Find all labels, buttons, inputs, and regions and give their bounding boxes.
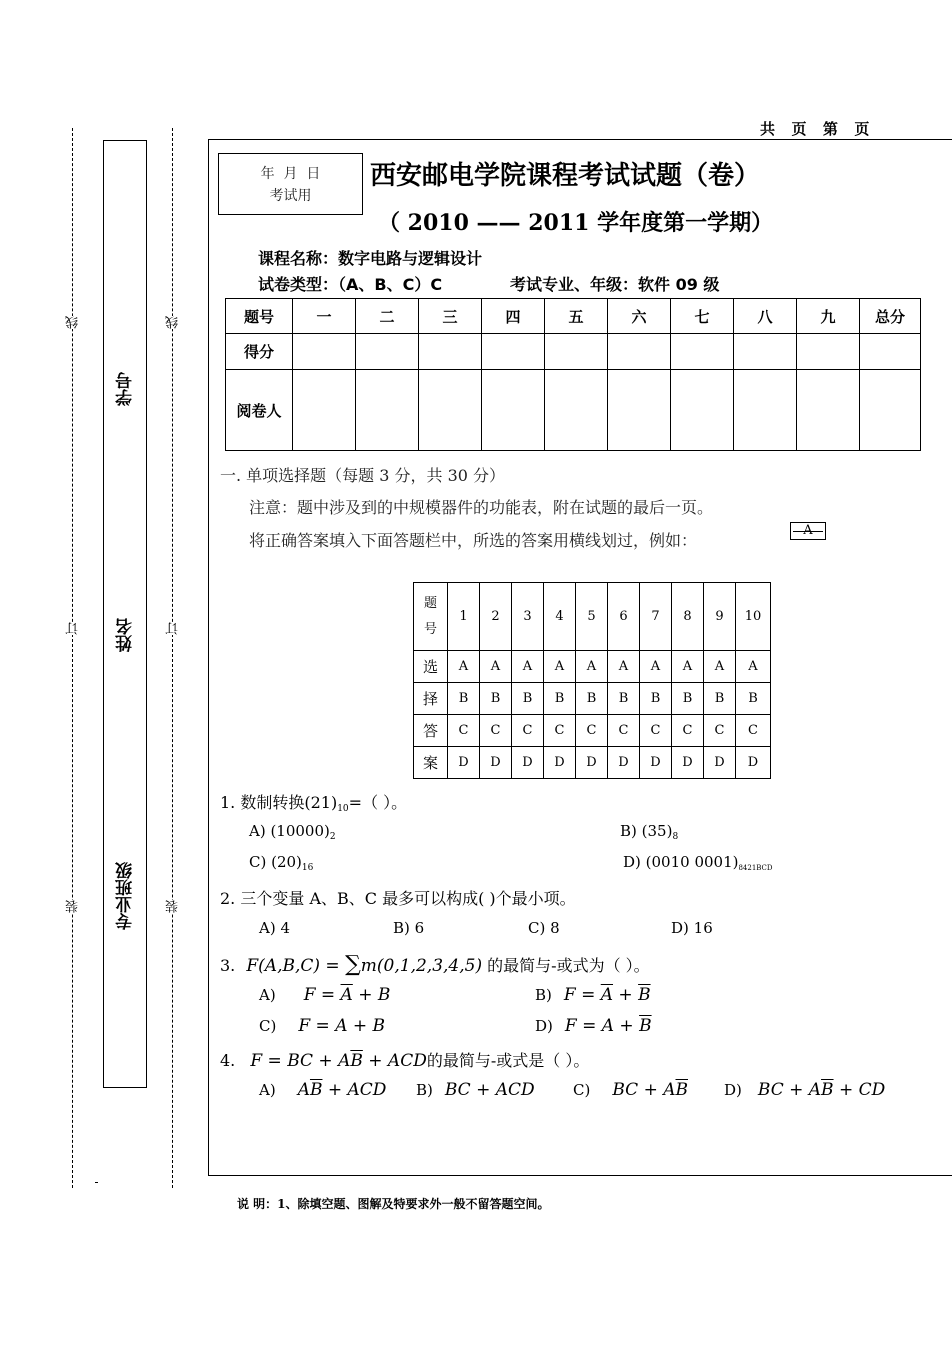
score-table	[225, 298, 921, 451]
example-struck-answer	[790, 522, 826, 540]
score-row-header: 阅卷人	[226, 370, 293, 451]
score-column-header: 五	[545, 299, 608, 334]
q1-stem-subscript: 10	[337, 804, 349, 814]
q3-option-c-formula: F = A + B	[298, 1016, 386, 1036]
question-1-stem	[220, 790, 407, 814]
answer-table	[413, 582, 771, 779]
q4-option-b-label: B)	[416, 1081, 433, 1099]
q4-number: 4.	[220, 1051, 236, 1070]
answer-row-d	[414, 747, 771, 779]
q3-tail: 的最简与-或式为（ ）。	[482, 956, 650, 975]
q1-option-b-text: B) (35)	[620, 822, 673, 840]
score-cell[interactable]	[797, 334, 860, 370]
answer-choice[interactable]: D	[576, 747, 608, 779]
score-cell[interactable]	[482, 334, 545, 370]
answer-choice[interactable]: B	[704, 683, 736, 715]
question-number: 8	[672, 583, 704, 651]
q3-option-a-formula: $F = \overline{A} + B$	[303, 985, 391, 1005]
q4-option-c-label: C)	[573, 1081, 591, 1099]
answer-choice[interactable]: A	[704, 651, 736, 683]
score-column-header: 六	[608, 299, 671, 334]
score-column-header: 总分	[860, 299, 921, 334]
answer-header-char: 题	[423, 595, 437, 611]
answer-choice[interactable]: D	[512, 747, 544, 779]
answer-choice[interactable]: C	[448, 715, 480, 747]
binding-line-outer	[72, 128, 73, 1188]
answer-choice[interactable]: D	[544, 747, 576, 779]
q4-tail: 的最简与-或式是（ ）。	[426, 1051, 590, 1070]
date-box	[218, 153, 363, 215]
score-cell[interactable]	[608, 334, 671, 370]
page-info: 共 页 第 页	[760, 120, 872, 138]
grader-cell[interactable]	[545, 370, 608, 451]
margin-tick	[95, 1182, 98, 1183]
course-name: 课程名称：数字电路与逻辑设计	[258, 249, 483, 268]
q1-option-a-text: A) (10000)	[249, 822, 330, 840]
q2-option-b: B) 6	[393, 919, 425, 937]
question-number: 2	[480, 583, 512, 651]
answer-choice[interactable]: C	[576, 715, 608, 747]
answer-row-a	[414, 651, 771, 683]
q3-number: 3.	[220, 956, 236, 975]
answer-choice[interactable]: D	[480, 747, 512, 779]
date-line: 年 月 日	[260, 166, 321, 182]
q3-option-c-label: C)	[259, 1017, 277, 1035]
question-number: 6	[608, 583, 640, 651]
section-instruction: 将正确答案填入下面答题栏中，所选的答案用横线划过，例如：	[249, 531, 698, 550]
q4-option-c-formula: BC + $A\overline{B}$	[612, 1080, 688, 1100]
student-info-box	[103, 140, 147, 1088]
question-number: 4	[544, 583, 576, 651]
q1-option-b	[620, 822, 678, 842]
grader-cell[interactable]	[734, 370, 797, 451]
q1-option-c	[249, 853, 313, 873]
exam-term: （ 2010 —— 2011 学年度第一学期）	[378, 210, 774, 236]
answer-choice[interactable]: A	[736, 651, 771, 683]
score-column-header: 九	[797, 299, 860, 334]
q3-lhs: F(A,B,C) =	[246, 956, 346, 976]
score-cell[interactable]	[356, 334, 419, 370]
answer-choice[interactable]: C	[512, 715, 544, 747]
question-number: 9	[704, 583, 736, 651]
section-heading: 一. 单项选择题（每题 3 分，共 30 分）	[220, 466, 506, 485]
q1-option-c-subscript: 16	[301, 863, 314, 873]
grader-cell[interactable]	[419, 370, 482, 451]
q3-option-a	[259, 985, 390, 1005]
score-cell[interactable]	[545, 334, 608, 370]
q4-option-d-formula: BC + $A\overline{B}$ + CD	[757, 1080, 886, 1100]
answer-choice[interactable]: B	[544, 683, 576, 715]
answer-choice[interactable]: D	[608, 747, 640, 779]
q1-stem-tail: =（ ）。	[348, 793, 408, 812]
answer-choice[interactable]: C	[736, 715, 771, 747]
q1-option-c-text: C) (20)	[249, 853, 302, 871]
answer-choice[interactable]: D	[736, 747, 771, 779]
question-number: 3	[512, 583, 544, 651]
footer-note: 说 明：1、除填空题、图解及特要求外一般不留答题空间。	[237, 1197, 550, 1211]
q4-option-d	[724, 1080, 885, 1100]
exam-major: 考试专业、年级：软件 09 级	[510, 275, 720, 294]
score-cell[interactable]	[860, 334, 921, 370]
score-row-header: 题号	[226, 299, 293, 334]
grader-cell[interactable]	[293, 370, 356, 451]
exam-title: 西安邮电学院课程考试试题（卷）	[370, 161, 761, 191]
grader-cell[interactable]	[860, 370, 921, 451]
answer-header-label	[414, 583, 448, 651]
q1-option-d-subscript: 8421BCD	[738, 864, 773, 872]
answer-choice[interactable]: D	[448, 747, 480, 779]
question-number: 10	[736, 583, 771, 651]
answer-choice[interactable]: C	[480, 715, 512, 747]
question-number: 5	[576, 583, 608, 651]
section-note: 注意：题中涉及到的中规模器件的功能表，附在试题的最后一页。	[249, 498, 714, 517]
question-3-stem	[220, 952, 650, 977]
q4-option-b	[416, 1080, 535, 1100]
answer-row-b	[414, 683, 771, 715]
margin-mark-ding: 订	[166, 622, 181, 635]
answer-choice[interactable]: A	[512, 651, 544, 683]
answer-side-label: 案	[414, 747, 448, 779]
q3-option-b-formula: $F = \overline{A} + \overline{B}$	[563, 985, 651, 1005]
q2-option-a: A) 4	[259, 919, 290, 937]
strike-line	[793, 531, 823, 532]
score-cell[interactable]	[293, 334, 356, 370]
answer-choice[interactable]: B	[640, 683, 672, 715]
answer-side-label: 择	[414, 683, 448, 715]
question-number: 7	[640, 583, 672, 651]
question-4-stem	[220, 1048, 589, 1071]
answer-header-char: 号	[423, 621, 437, 637]
grader-cell[interactable]	[356, 370, 419, 451]
student-id-label: 学号	[116, 372, 136, 406]
q1-option-d-text: D) (0010 0001)	[623, 853, 739, 871]
grader-cell[interactable]	[671, 370, 734, 451]
answer-choice[interactable]: D	[672, 747, 704, 779]
margin-mark-line: 线	[66, 316, 81, 329]
student-class-label: 专业班级	[116, 862, 136, 930]
answer-choice[interactable]: C	[608, 715, 640, 747]
answer-row-c	[414, 715, 771, 747]
q3-option-d-formula: $F = A + \overline{B}$	[564, 1016, 652, 1036]
q1-option-a-subscript: 2	[329, 832, 336, 842]
score-cell[interactable]	[671, 334, 734, 370]
margin-mark-line: 线	[166, 316, 181, 329]
answer-choice[interactable]: C	[672, 715, 704, 747]
q3-option-c	[259, 1016, 385, 1036]
q3-option-d	[535, 1016, 652, 1036]
answer-choice[interactable]: C	[640, 715, 672, 747]
grader-cell[interactable]	[608, 370, 671, 451]
score-column-header: 八	[734, 299, 797, 334]
answer-choice[interactable]: A	[544, 651, 576, 683]
answer-side-label: 答	[414, 715, 448, 747]
q2-option-d: D) 16	[671, 919, 713, 937]
grader-cell[interactable]	[482, 370, 545, 451]
answer-choice[interactable]: A	[640, 651, 672, 683]
score-row-header: 得分	[226, 334, 293, 370]
q3-rhs: m(0,1,2,3,4,5)	[360, 956, 483, 976]
margin-mark-zhuang: 装	[66, 900, 81, 913]
answer-choice[interactable]: A	[448, 651, 480, 683]
answer-choice[interactable]: A	[480, 651, 512, 683]
margin-mark-zhuang: 装	[166, 900, 181, 913]
student-name-label: 姓名	[116, 618, 136, 652]
score-column-header: 一	[293, 299, 356, 334]
answer-choice[interactable]: D	[704, 747, 736, 779]
score-column-header: 三	[419, 299, 482, 334]
q4-formula: F = BC + $A\overline{B}$ + ACD	[250, 1051, 427, 1071]
answer-choice[interactable]: B	[672, 683, 704, 715]
date-usage: 考试用	[269, 188, 312, 204]
q1-option-b-subscript: 8	[672, 832, 679, 842]
answer-choice[interactable]: B	[736, 683, 771, 715]
answer-side-label: 选	[414, 651, 448, 683]
answer-choice[interactable]: C	[544, 715, 576, 747]
q2-option-c: C) 8	[528, 919, 560, 937]
binding-line-inner	[172, 128, 173, 1188]
answer-choice[interactable]: B	[576, 683, 608, 715]
answer-choice[interactable]: C	[704, 715, 736, 747]
question-number: 1	[448, 583, 480, 651]
q4-option-d-label: D)	[724, 1081, 742, 1099]
score-column-header: 二	[356, 299, 419, 334]
answer-choice[interactable]: B	[448, 683, 480, 715]
q4-option-c	[573, 1080, 688, 1100]
q4-option-a-label: A)	[259, 1081, 276, 1099]
q3-option-b	[535, 985, 651, 1005]
q1-option-a	[249, 822, 336, 842]
score-column-header: 四	[482, 299, 545, 334]
score-column-header: 七	[671, 299, 734, 334]
answer-choice[interactable]: A	[576, 651, 608, 683]
question-2-stem: 2. 三个变量 A、B、C 最多可以构成( )个最小项。	[220, 889, 576, 908]
q3-option-b-label: B)	[535, 986, 552, 1004]
q1-option-d	[623, 853, 773, 872]
q1-stem-text: 1. 数制转换(21)	[220, 793, 338, 812]
answer-choice[interactable]: B	[608, 683, 640, 715]
q4-option-b-formula: BC + ACD	[444, 1080, 535, 1100]
q3-option-d-label: D)	[535, 1017, 553, 1035]
margin-mark-ding: 订	[66, 622, 81, 635]
sum-symbol: ∑	[345, 952, 361, 977]
q4-option-a	[259, 1080, 386, 1100]
answer-choice[interactable]: A	[608, 651, 640, 683]
score-cell[interactable]	[734, 334, 797, 370]
paper-type: 试卷类型：（A、B、C）C	[258, 275, 443, 294]
answer-choice[interactable]: A	[672, 651, 704, 683]
q4-option-a-formula: $A\overline{B}$ + ACD	[297, 1080, 387, 1100]
answer-choice[interactable]: D	[640, 747, 672, 779]
answer-choice[interactable]: B	[480, 683, 512, 715]
answer-choice[interactable]: B	[512, 683, 544, 715]
q3-option-a-label: A)	[259, 986, 276, 1004]
grader-cell[interactable]	[797, 370, 860, 451]
score-cell[interactable]	[419, 334, 482, 370]
